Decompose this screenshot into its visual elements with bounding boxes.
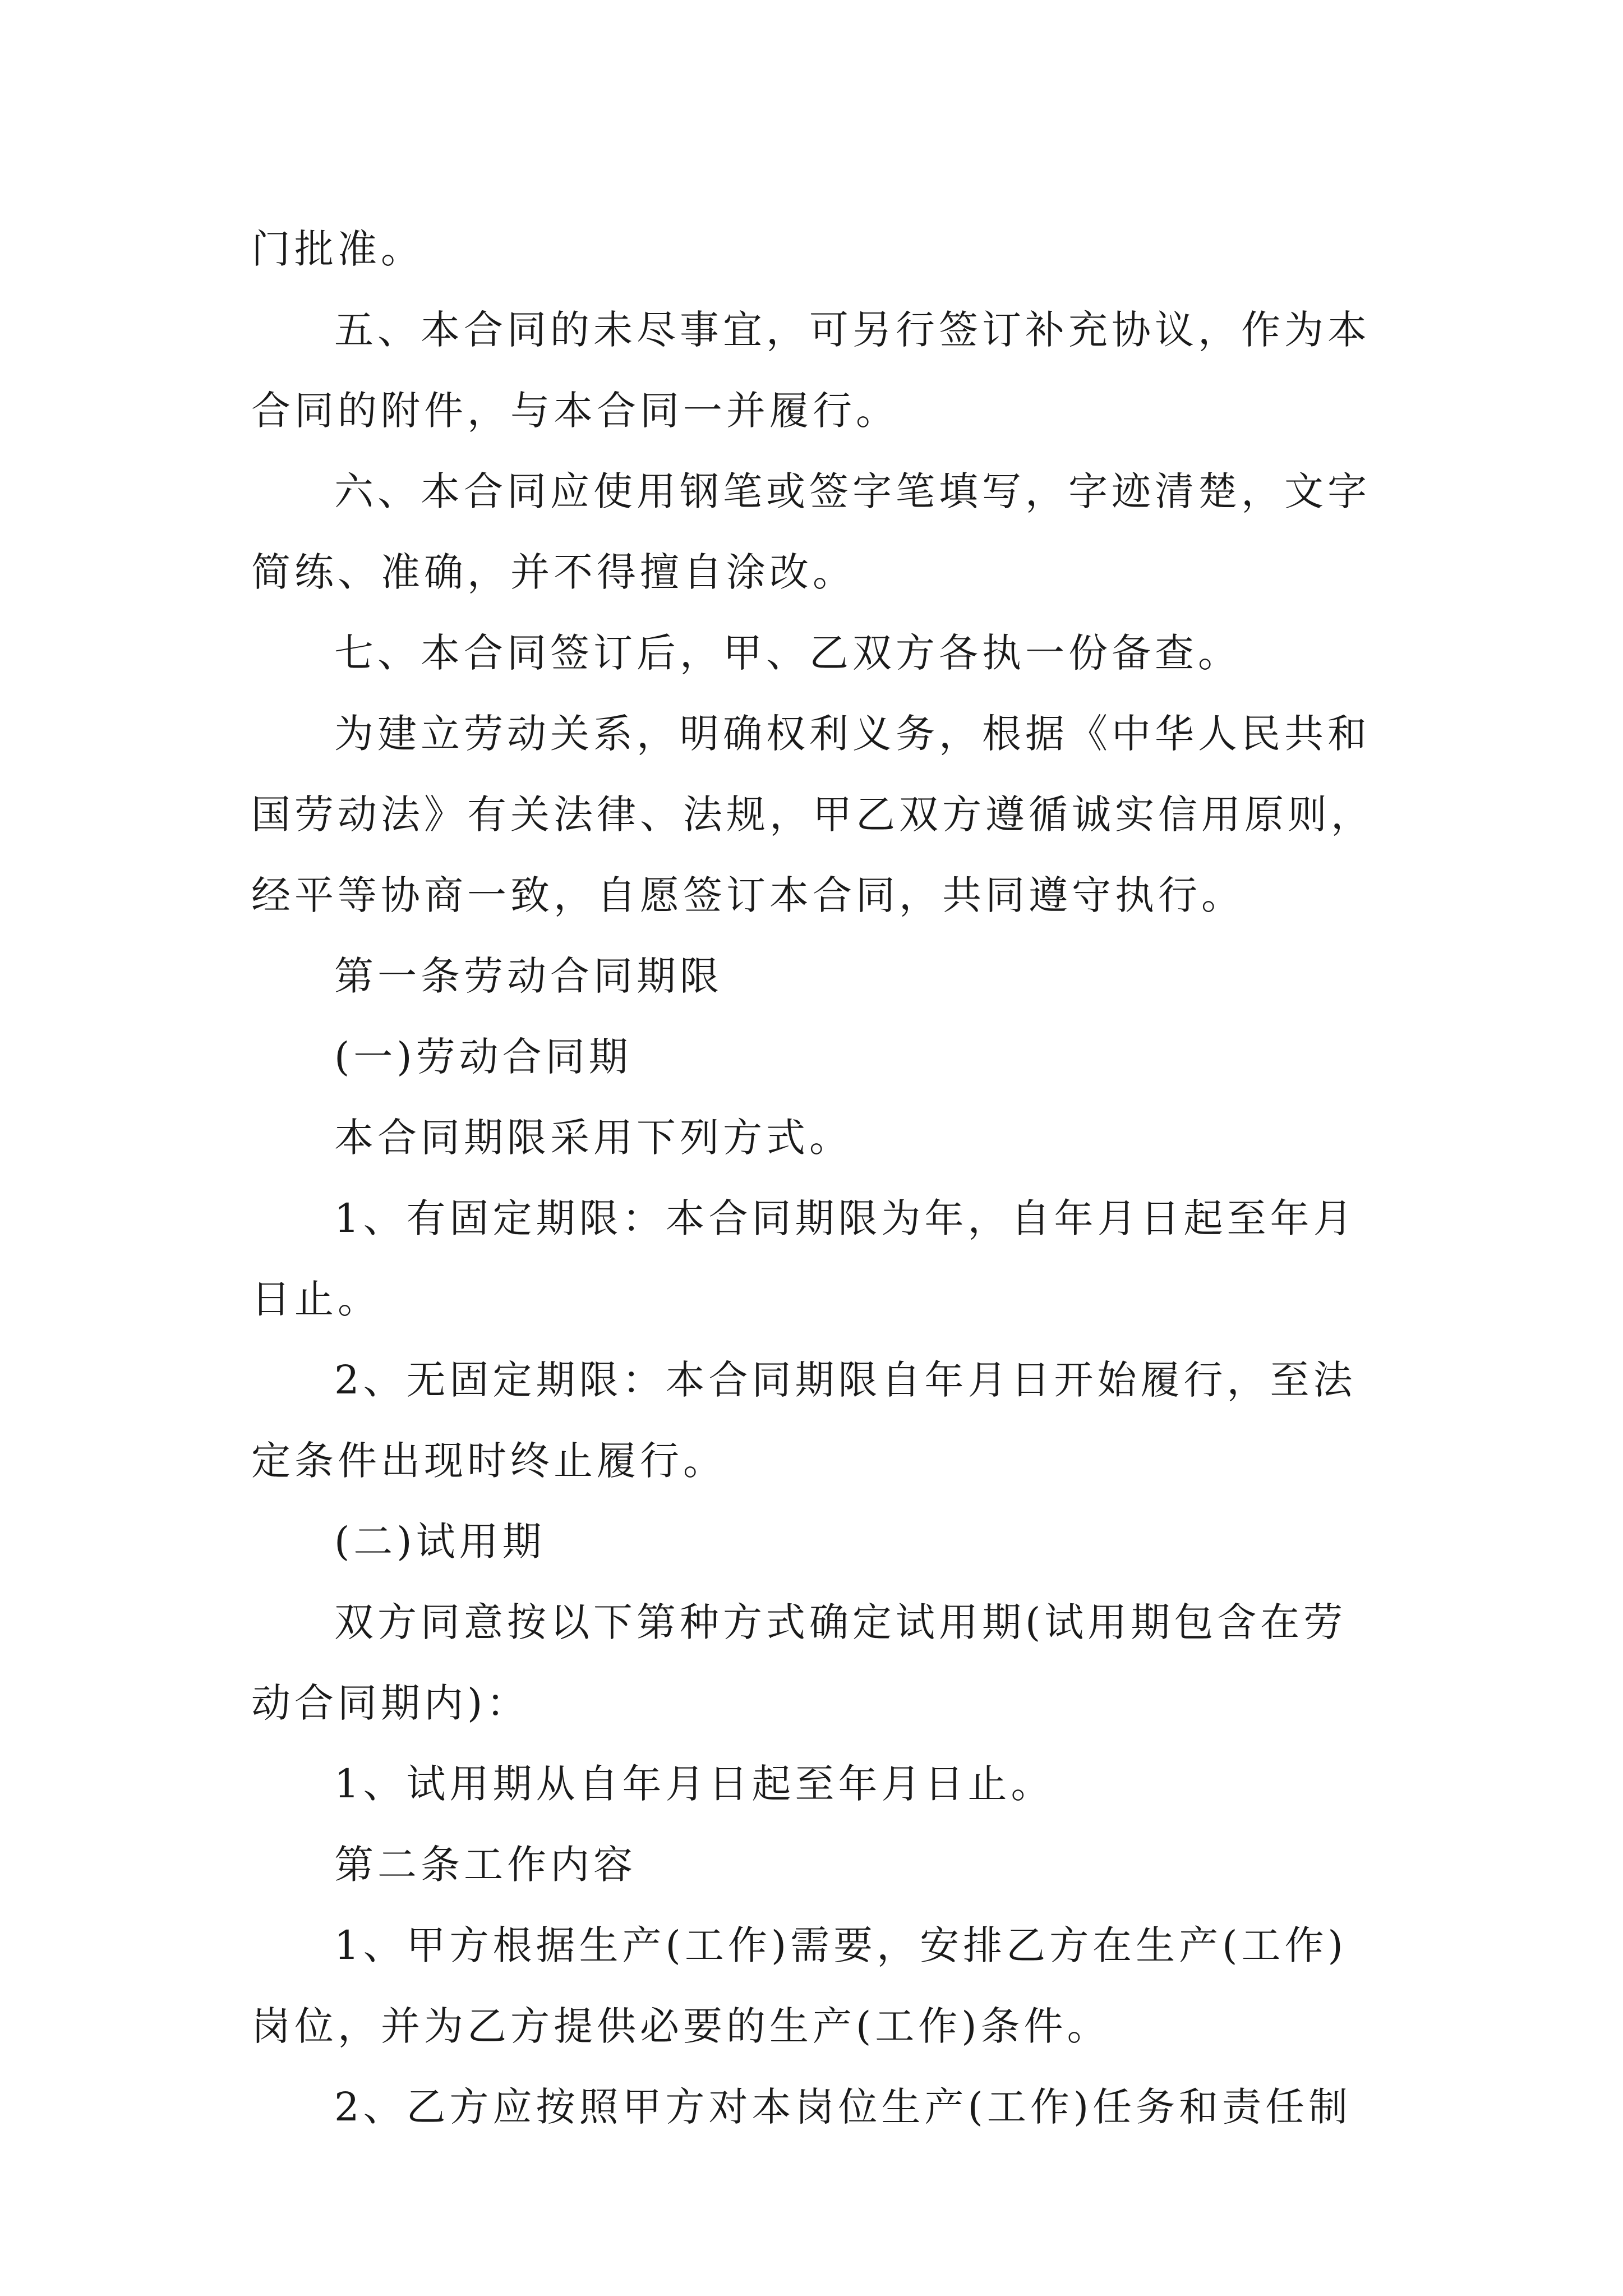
subheading-contract-term: (一)劳动合同期 [334,1034,632,1080]
paragraph-open-term: 2、无固定期限：本合同期限自年月日开始履行，至法定条件出现时终止履行。 [251,1357,1357,1484]
paragraph-probation-dates: 1、试用期从自年月日起至年月日止。 [334,1761,1054,1807]
paragraph-clause-5: 五、本合同的未尽事宜，可另行签订补充协议，作为本合同的附件，与本合同一并履行。 [251,307,1371,434]
heading-article-2: 第二条工作内容 [334,1842,637,1888]
document-body [251,209,1384,2147]
heading-article-1: 第一条劳动合同期限 [334,953,723,999]
paragraph-preamble: 为建立劳动关系，明确权利义务，根据《中华人民共和国劳动法》有关法律、法规，甲乙双方遵循诚实信用原则，经平等协商一致，自愿签订本合同，共同遵守执行。 [251,711,1374,918]
subheading-probation: (二)试用期 [334,1519,546,1565]
paragraph-approval-end: 门批准。 [251,226,424,272]
paragraph-clause-7: 七、本合同签订后，甲、乙双方各执一份备查。 [334,630,1241,676]
paragraph-clause-6: 六、本合同应使用钢笔或签字笔填写，字迹清楚，文字简练、准确，并不得擅自涂改。 [251,468,1371,595]
paragraph-work-1: 1、甲方根据生产(工作)需要，安排乙方在生产(工作)岗位，并为乙方提供必要的生产(工作)条件。 [251,1922,1347,2049]
paragraph-work-2: 2、乙方应按照甲方对本岗位生产(工作)任务和责任制 [334,2084,1352,2130]
paragraph-probation-method: 双方同意按以下第种方式确定试用期(试用期包含在劳动合同期内)： [251,1599,1347,1726]
paragraph-fixed-term: 1、有固定期限：本合同期限为年，自年月日起至年月日止。 [251,1195,1357,1322]
paragraph-term-method: 本合同期限采用下列方式。 [334,1115,852,1161]
